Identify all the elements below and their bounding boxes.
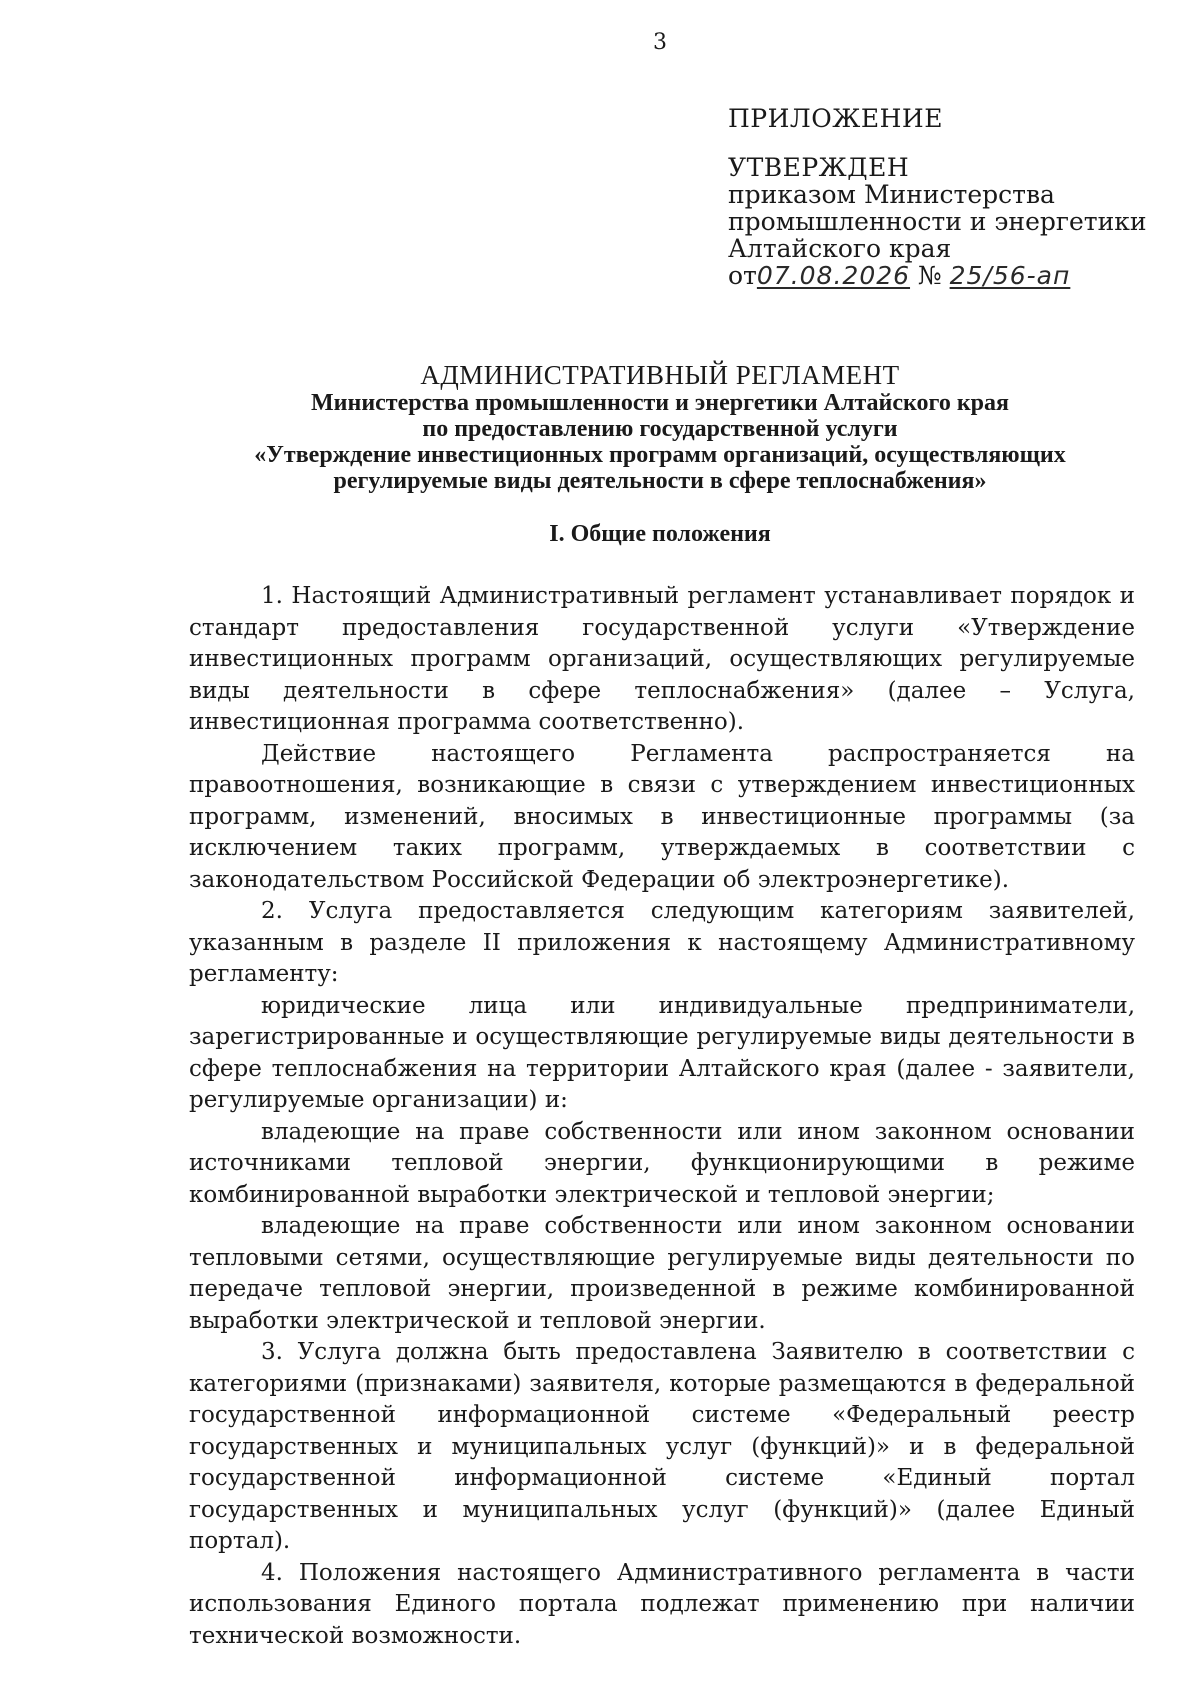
approval-date-line	[728, 262, 1168, 289]
number-prefix: №	[917, 261, 942, 290]
approval-line-2: промышленности и энергетики	[728, 207, 1147, 236]
paragraph-8: 4. Положения настоящего Административного регламента в части использования Единого портала подлежат применению при наличии технической возможности.	[189, 1559, 1135, 1649]
paragraph-3: 2. Услуга предоставляется следующим категориям заявителей, указанным в разделе II приложения к настоящему Административному регламенту:	[189, 898, 1135, 987]
document-title: АДМИНИСТРАТИВНЫЙ РЕГЛАМЕНТ	[420, 360, 900, 390]
approved-label: УТВЕРЖДЕН	[728, 153, 910, 182]
page-number: 3	[653, 30, 667, 55]
paragraph-4: юридические лица или индивидуальные предприниматели, зарегистрированные и осуществляющие регулируемые виды деятельности в сфере теплоснабжения на территории Алтайского края (далее - заявители, регулируемые организации) и:	[189, 992, 1135, 1113]
handwritten-number: 25/56-ап	[949, 261, 1071, 290]
approval-line-1: приказом Министерства	[728, 180, 1055, 209]
document-title-block	[190, 360, 1130, 494]
paragraph-2: Действие настоящего Регламента распространяется на правоотношения, возникающие в связи с утверждением инвестиционных программ, изменений, вносимых в инвестиционные программы (за исключением таких программ, утверждаемых в соответствии с законодательством Российской Федерации об электроэнергетике).	[189, 740, 1135, 893]
appendix-label: ПРИЛОЖЕНИЕ	[728, 104, 943, 133]
title-line-3: «Утверждение инвестиционных программ организаций, осуществляющих	[254, 442, 1066, 468]
section-heading: I. Общие положения	[549, 521, 771, 547]
title-line-2: по предоставлению государственной услуги	[422, 416, 898, 442]
approval-stamp	[728, 105, 1168, 289]
date-prefix: от	[728, 261, 757, 290]
paragraph-5: владеющие на праве собственности или ином законном основании источниками тепловой энергии, функционирующими в режиме комбинированной выработки электрической и тепловой энергии;	[189, 1118, 1135, 1208]
paragraph-1: 1. Настоящий Административный регламент устанавливает порядок и стандарт предоставления государственной услуги «Утверждение инвестиционных программ организаций, осуществляющих регулируемые виды деятельности в сфере теплоснабжения» (далее – Услуга, инвестиционная программа соответственно).	[189, 583, 1135, 735]
body-text	[189, 581, 1135, 1652]
paragraph-6: владеющие на праве собственности или ином законном основании тепловыми сетями, осуществляющие регулируемые виды деятельности по передаче тепловой энергии, произведенной в режиме комбинированной выработки электрической и тепловой энергии.	[189, 1213, 1135, 1334]
handwritten-date: 07.08.2026	[756, 261, 911, 290]
title-line-1: Министерства промышленности и энергетики Алтайского края	[311, 390, 1009, 416]
paragraph-7: 3. Услуга должна быть предоставлена Заявителю в соответствии с категориями (признаками) заявителя, которые размещаются в федеральной государственной информационной системе «Федеральный реестр государственных и муниципальных услуг (функций)» и в федеральной государственной информационной системе «Единый портал государственных и муниципальных услуг (функций)» (далее Единый портал).	[189, 1339, 1135, 1554]
title-line-4: регулируемые виды деятельности в сфере теплоснабжения»	[333, 468, 987, 494]
approval-line-3: Алтайского края	[728, 234, 952, 263]
